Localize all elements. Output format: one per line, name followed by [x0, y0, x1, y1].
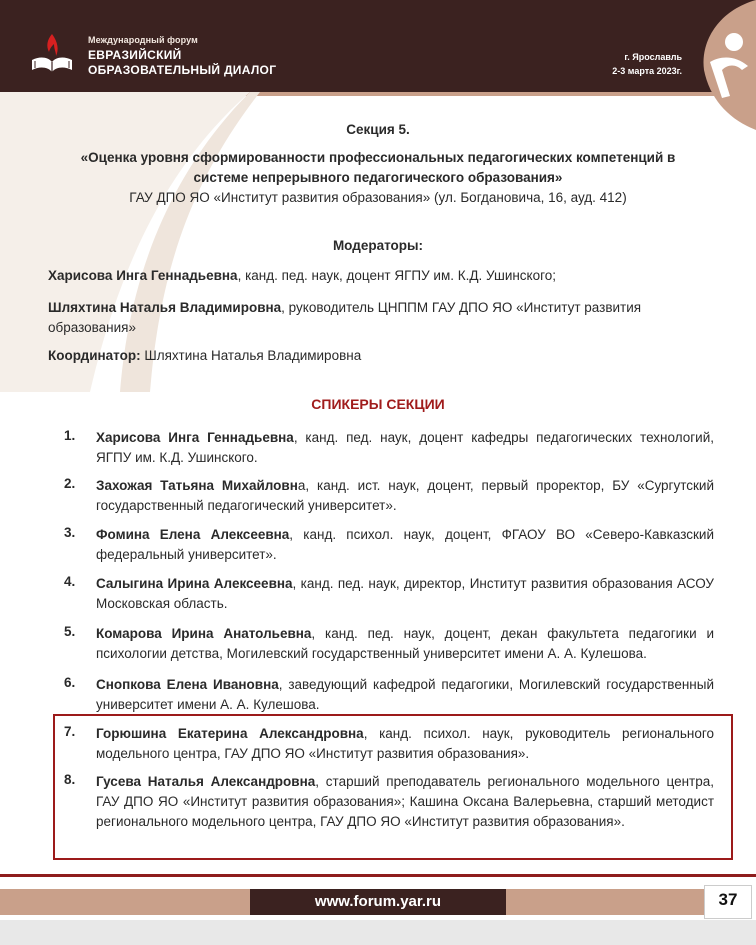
moderator-2-desc: , руководитель ЦНППМ ГАУ ДПО ЯО «Институт развития образования»	[48, 300, 642, 335]
moderators-heading: Модераторы:	[332, 238, 424, 253]
header-banner	[0, 0, 756, 92]
speaker-desc: , заведующий кафедрой педагогики, Могилевский государственный университет имени А. А. Кулешова.	[96, 677, 714, 712]
moderator-2	[48, 298, 728, 338]
coordinator	[48, 346, 728, 366]
moderator-1-name: Харисова Инга Геннадьевна	[48, 268, 238, 283]
speaker-name: Харисова Инга Геннадьевна	[96, 430, 294, 445]
forum-title-line-2: ОБРАЗОВАТЕЛЬНЫЙ ДИАЛОГ	[88, 63, 277, 77]
speaker-number: 5.	[64, 624, 76, 639]
speaker-number: 7.	[64, 724, 76, 739]
speaker-item	[96, 574, 714, 614]
speaker-number: 2.	[64, 476, 76, 491]
coordinator-value: Шляхтина Наталья Владимировна	[140, 348, 362, 363]
speaker-desc: а, канд. ист. наук, доцент, первый проректор, БУ «Сургутский государственный педагогический университет».	[96, 478, 714, 513]
speaker-item	[96, 772, 714, 832]
speaker-number: 3.	[64, 525, 76, 540]
speaker-desc: , старший преподаватель регионального модельного центра, ГАУ ДПО ЯО «Институт развития образования»; Кашина Оксана Валерьевна, старший методист регионального модельного центра, ГАУ ДПО ЯО «Институт развития образования».	[96, 774, 714, 829]
speaker-desc: , канд. пед. наук, директор, Институт развития образования АСОУ Московская область.	[96, 576, 714, 611]
speaker-desc: , канд. пед. наук, доцент кафедры педагогических технологий, ЯГПУ им. К.Д. Ушинского.	[96, 430, 714, 465]
bottom-margin	[0, 920, 756, 945]
speaker-name: Комарова Ирина Анатольевна	[96, 626, 312, 641]
speaker-number: 6.	[64, 675, 76, 690]
moderator-1	[48, 266, 728, 286]
speaker-name: Горюшина Екатерина Александровна	[96, 726, 364, 741]
section-title: Секция 5.	[346, 122, 410, 137]
speaker-name: Фомина Елена Алексеевна	[96, 527, 290, 542]
speaker-item	[96, 428, 714, 468]
footer-bar-right	[506, 889, 704, 915]
forum-dates: 2-3 марта 2023г.	[612, 66, 682, 76]
forum-logo-icon	[28, 30, 76, 76]
speaker-item	[96, 724, 714, 764]
footer-website-link[interactable]: www.forum.yar.ru	[314, 893, 442, 910]
speaker-item	[96, 476, 714, 516]
figure-emblem-icon	[690, 0, 756, 130]
forum-subtitle: Международный форум	[88, 35, 198, 45]
footer-divider	[0, 874, 756, 877]
speaker-number: 4.	[64, 574, 76, 589]
speaker-desc: , канд. психол. наук, руководитель регионального модельного центра, ГАУ ДПО ЯО «Институт развития образования».	[96, 726, 715, 761]
moderator-2-name: Шляхтина Наталья Владимировна	[48, 300, 282, 315]
speaker-item	[96, 675, 714, 715]
speaker-number: 8.	[64, 772, 76, 787]
speaker-name: Снопкова Елена Ивановна	[96, 677, 279, 692]
footer-bar-left	[0, 889, 250, 915]
speaker-item	[96, 525, 714, 565]
moderator-1-desc: , канд. пед. наук, доцент ЯГПУ им. К.Д. Ушинского;	[237, 268, 557, 283]
speaker-desc: , канд. психол. наук, доцент, ФГАОУ ВО «Северо-Кавказский федеральный университет».	[96, 527, 714, 562]
section-name: «Оценка уровня сформированности профессиональных педагогических компетенций в системе непрерывного педагогического образования»	[80, 150, 676, 185]
speaker-desc: , канд. пед. наук, доцент, декан факультета педагогики и психологии детства, Могилевский государственный университет имени А. А. Кулешова.	[96, 626, 714, 661]
page-number: 37	[718, 890, 738, 909]
speaker-name: Захожая Татьяна Михайловн	[96, 478, 298, 493]
speaker-number: 1.	[64, 428, 76, 443]
speaker-name: Салыгина Ирина Алексеевна	[96, 576, 293, 591]
speaker-name: Гусева Наталья Александровна	[96, 774, 316, 789]
speaker-item	[96, 624, 714, 664]
forum-title-line-1: ЕВРАЗИЙСКИЙ	[88, 48, 182, 62]
coordinator-label: Координатор:	[48, 348, 141, 363]
section-location: ГАУ ДПО ЯО «Институт развития образования» (ул. Богдановича, 16, ауд. 412)	[129, 190, 627, 205]
forum-city: г. Ярославль	[624, 52, 682, 62]
speakers-heading: СПИКЕРЫ СЕКЦИИ	[311, 396, 445, 412]
